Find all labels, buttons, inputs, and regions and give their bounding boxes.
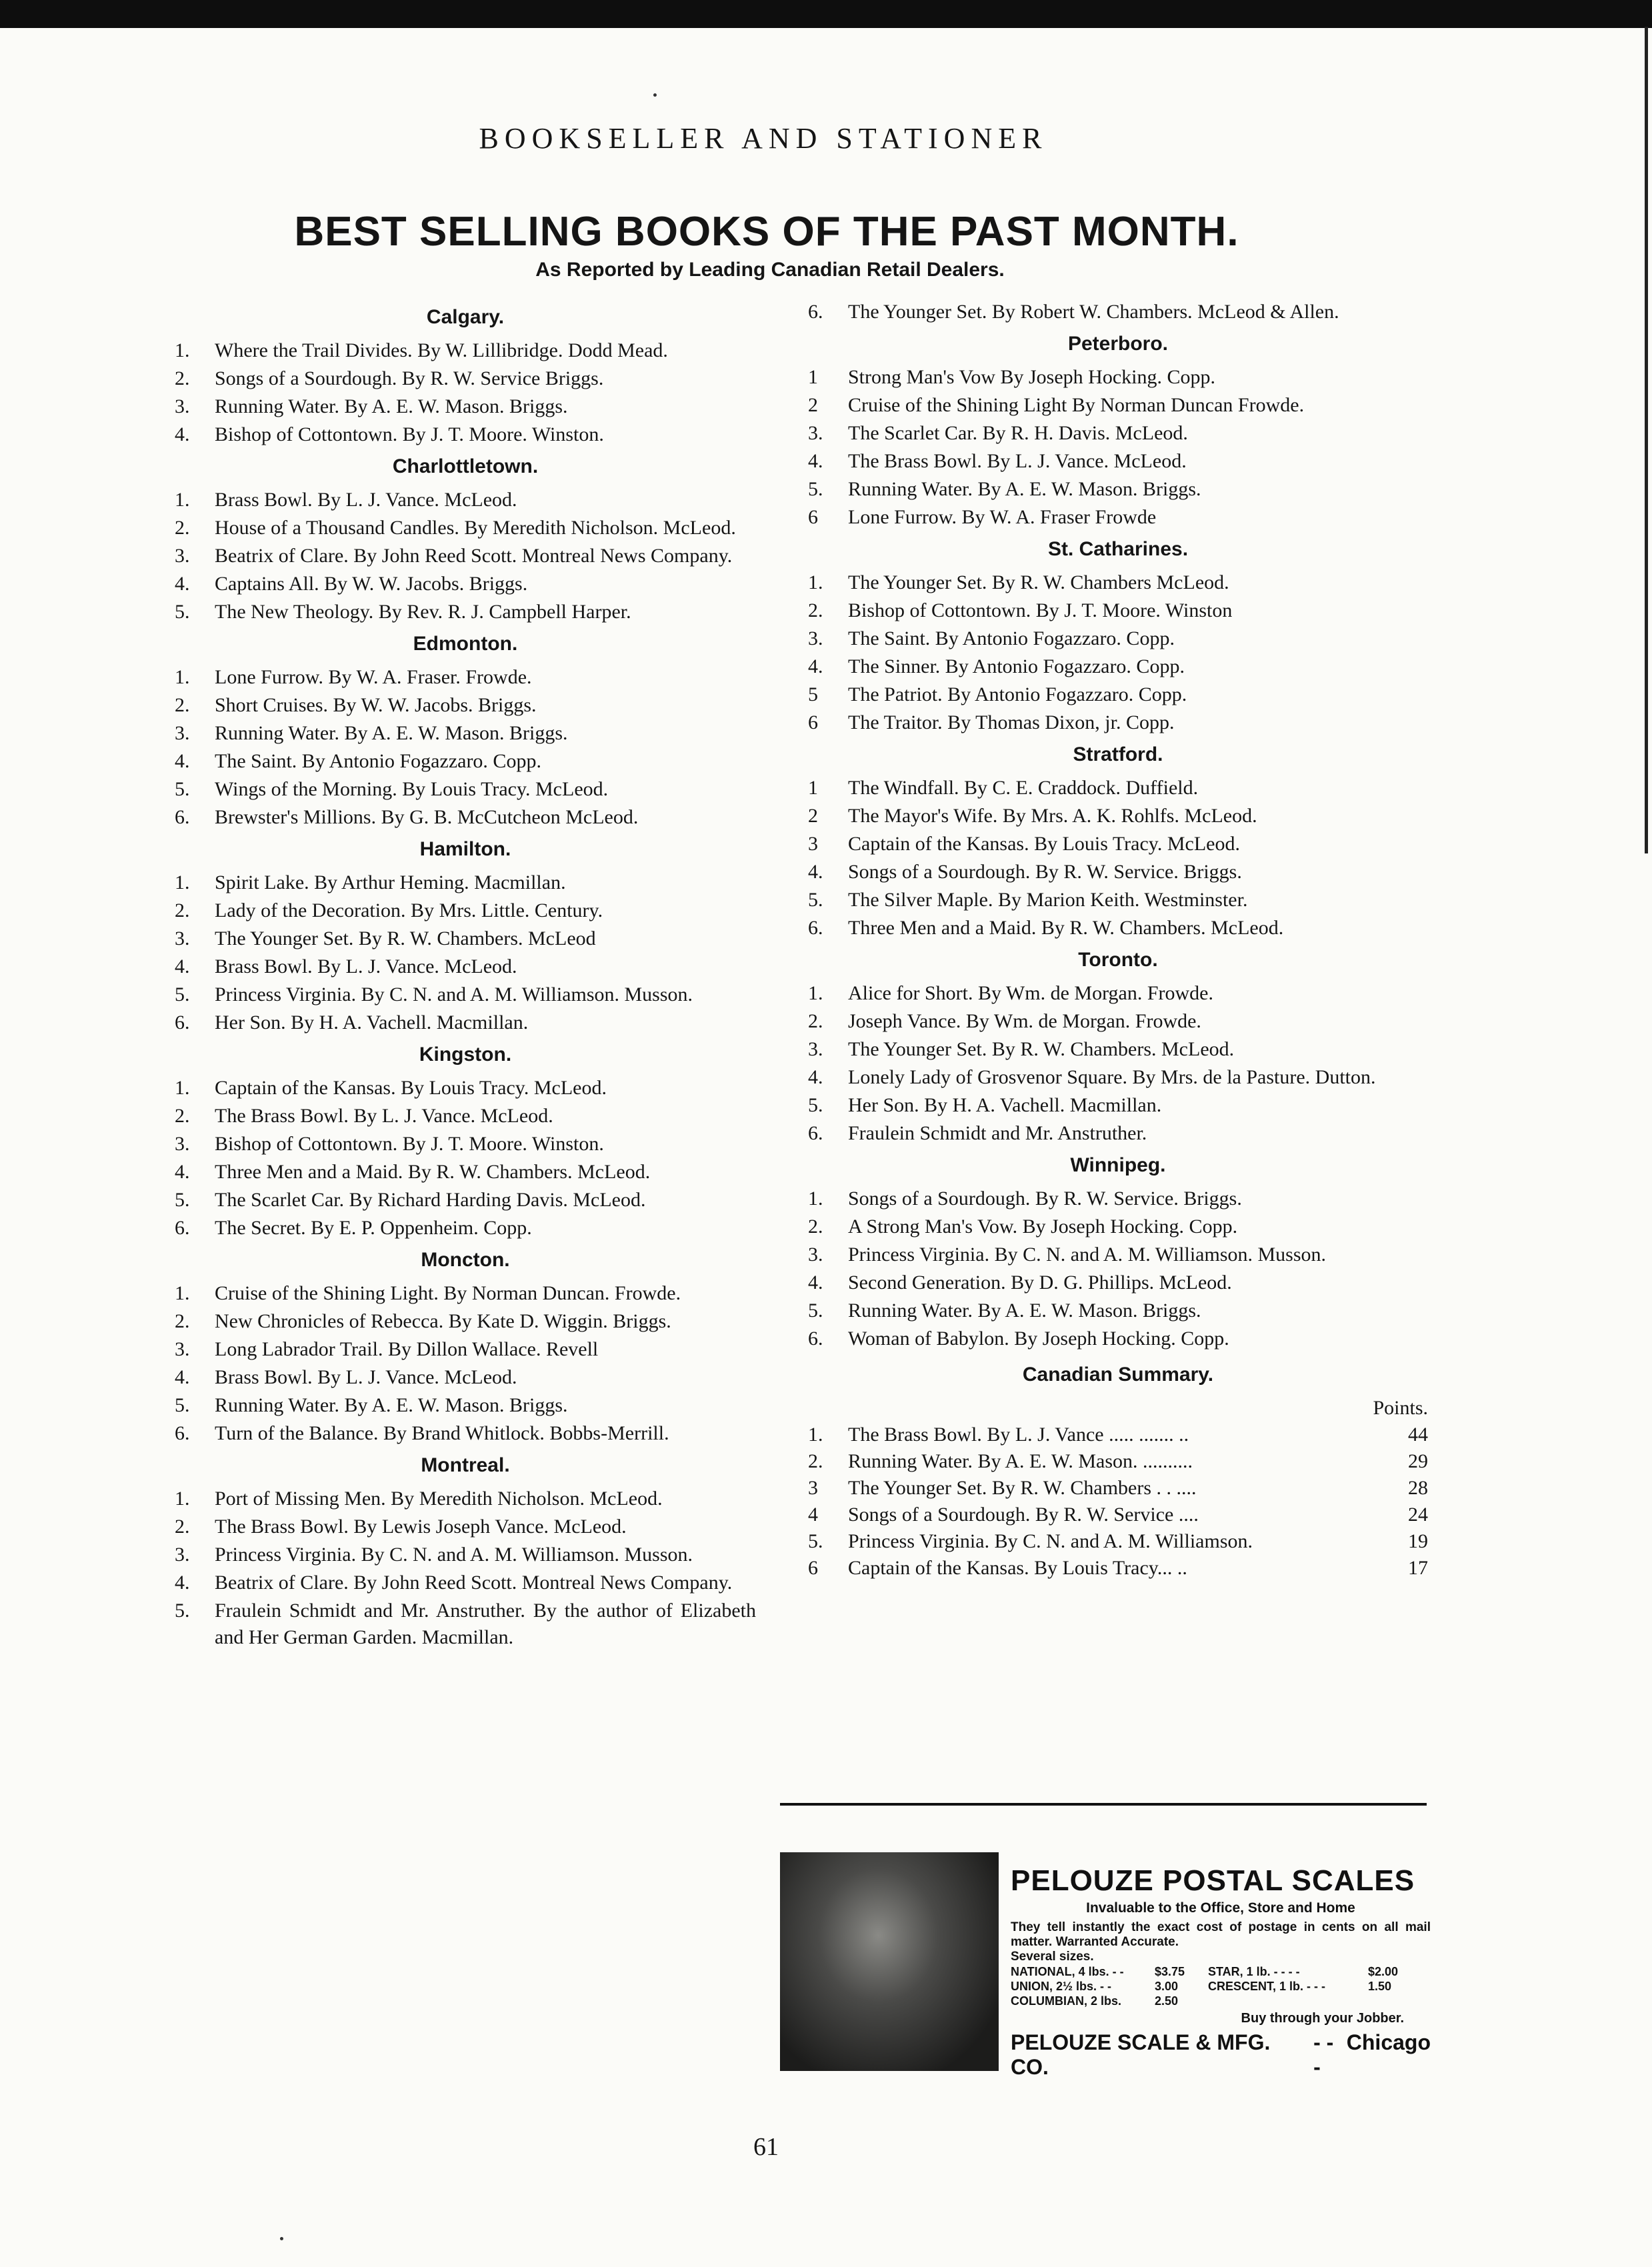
- summary-item: [808, 1528, 1428, 1555]
- list-item: [808, 915, 1428, 941]
- list-item: [175, 897, 756, 924]
- item-text: The Younger Set. By R. W. Chambers. McLeod: [215, 927, 596, 949]
- item-number: 4: [808, 1504, 818, 1526]
- city-heading: Winnipeg.: [1070, 1154, 1166, 1176]
- list-item: [808, 1214, 1428, 1240]
- city-section: [808, 331, 1428, 531]
- item-text: Fraulein Schmidt and Mr. Anstruther. By the author of Elizabeth and Her German Garden. Macmillan.: [215, 1600, 756, 1648]
- list-item: [175, 1336, 756, 1363]
- item-number: 2.: [808, 1216, 823, 1238]
- item-text: The Younger Set. By R. W. Chambers McLeod.: [848, 571, 1229, 593]
- summary-item: [808, 1555, 1428, 1582]
- list-item: [175, 981, 756, 1008]
- item-text: The Traitor. By Thomas Dixon, jr. Copp.: [848, 711, 1175, 733]
- ad-price-cell: STAR, 1 lb. - - - -: [1208, 1965, 1300, 1978]
- item-number: 1.: [808, 1188, 823, 1210]
- item-number: 4.: [808, 1066, 823, 1088]
- item-number: 3.: [175, 1133, 190, 1155]
- ad-sizes-title: Several sizes.: [1011, 1950, 1094, 1964]
- item-text: The Brass Bowl. By Lewis Joseph Vance. McLeod.: [215, 1516, 627, 1538]
- item-number: 4.: [808, 450, 823, 472]
- city-heading: Charlottletown.: [392, 455, 539, 477]
- print-speck: [280, 2237, 283, 2240]
- list-item: [808, 1298, 1428, 1324]
- city-heading: Kingston.: [419, 1043, 512, 1065]
- ad-price-cell: UNION, 2½ lbs. - -: [1011, 1980, 1112, 1993]
- item-number: 2.: [175, 1310, 190, 1332]
- item-number: 2.: [175, 1105, 190, 1127]
- item-number: 3.: [175, 1544, 190, 1566]
- list-item: [175, 1364, 756, 1391]
- list-item: [175, 776, 756, 803]
- item-text: Alice for Short. By Wm. de Morgan. Frowde.: [848, 982, 1213, 1004]
- item-text: New Chronicles of Rebecca. By Kate D. Wiggin. Briggs.: [215, 1310, 671, 1332]
- item-number: 1.: [175, 1282, 190, 1304]
- summary-item: [808, 1422, 1428, 1448]
- item-number: 6.: [808, 301, 823, 323]
- item-text: Princess Virginia. By C. N. and A. M. Williamson.: [848, 1530, 1253, 1552]
- item-text: Beatrix of Clare. By John Reed Scott. Montreal News Company.: [215, 1572, 733, 1594]
- city-section: [175, 1452, 756, 1651]
- item-text: Captains All. By W. W. Jacobs. Briggs.: [215, 573, 528, 595]
- item-text: Captain of the Kansas. By Louis Tracy... ..: [848, 1557, 1187, 1579]
- item-text: The Younger Set. By R. W. Chambers. McLeod.: [848, 1038, 1235, 1060]
- item-points: 28: [1408, 1477, 1428, 1499]
- ad-buy-line: Buy through your Jobber.: [1241, 2011, 1404, 2026]
- item-text: The Younger Set. By Robert W. Chambers. McLeod & Allen.: [848, 301, 1339, 323]
- list-item: [808, 299, 1428, 325]
- item-text: Woman of Babylon. By Joseph Hocking. Copp.: [848, 1328, 1229, 1350]
- item-number: 1.: [175, 339, 190, 361]
- list-item: [808, 1120, 1428, 1147]
- list-item: [175, 925, 756, 952]
- item-number: 5: [808, 683, 818, 705]
- item-text: The Younger Set. By R. W. Chambers . . ....: [848, 1477, 1197, 1499]
- item-number: 2.: [175, 1516, 190, 1538]
- ad-price-row: [1011, 1979, 1431, 1994]
- item-text: Songs of a Sourdough. By R. W. Service. Briggs.: [848, 1188, 1242, 1210]
- item-text: The Brass Bowl. By L. J. Vance. McLeod.: [215, 1105, 553, 1127]
- item-number: 2.: [808, 1010, 823, 1032]
- item-number: 6.: [808, 1328, 823, 1350]
- ad-company-name: PELOUZE SCALE & MFG. CO.: [1011, 2030, 1271, 2079]
- list-item: [175, 748, 756, 775]
- list-item: [175, 953, 756, 980]
- item-text: Princess Virginia. By C. N. and A. M. Williamson. Musson.: [215, 983, 693, 1005]
- list-item: [175, 869, 756, 896]
- item-text: Running Water. By A. E. W. Mason. Briggs.: [848, 1300, 1201, 1322]
- list-item: [808, 569, 1428, 596]
- list-item: [175, 804, 756, 831]
- list-item: [808, 1270, 1428, 1296]
- item-number: 2: [808, 394, 818, 416]
- list-item: [175, 365, 756, 392]
- running-head: BOOKSELLER AND STATIONER: [479, 122, 1048, 155]
- right-column: [808, 299, 1428, 1582]
- item-number: 5.: [808, 1530, 823, 1552]
- list-item: [808, 625, 1428, 652]
- item-text: The Scarlet Car. By Richard Harding Davis. McLeod.: [215, 1189, 646, 1211]
- list-item: [175, 599, 756, 625]
- item-number: 1.: [808, 982, 823, 1004]
- ad-company-line: [1011, 2030, 1431, 2080]
- item-number: 4.: [175, 750, 190, 772]
- item-number: 4.: [175, 955, 190, 977]
- item-number: 2.: [175, 517, 190, 539]
- ad-price-cell: $2.00: [1368, 1965, 1399, 1978]
- item-text: Cruise of the Shining Light By Norman Duncan Frowde.: [848, 394, 1305, 416]
- list-item: [175, 421, 756, 448]
- list-item: [175, 1308, 756, 1335]
- item-text: Cruise of the Shining Light. By Norman Duncan. Frowde.: [215, 1282, 681, 1304]
- list-item: [808, 364, 1428, 391]
- summary-item: [808, 1502, 1428, 1528]
- ad-price-cell: 1.50: [1368, 1980, 1392, 1993]
- item-text: Joseph Vance. By Wm. de Morgan. Frowde.: [848, 1010, 1201, 1032]
- item-text: Second Generation. By D. G. Phillips. McLeod.: [848, 1272, 1232, 1294]
- list-item: [808, 476, 1428, 503]
- city-heading: St. Catharines.: [1047, 538, 1189, 560]
- item-points: 24: [1408, 1504, 1428, 1526]
- item-number: 6.: [808, 917, 823, 939]
- item-number: 2.: [175, 367, 190, 389]
- right-edge-mark: [1645, 27, 1648, 853]
- item-number: 4.: [175, 1572, 190, 1594]
- item-text: Her Son. By H. A. Vachell. Macmillan.: [215, 1011, 529, 1033]
- item-text: Princess Virginia. By C. N. and A. M. Williamson. Musson.: [848, 1244, 1327, 1266]
- item-points: 17: [1408, 1557, 1428, 1579]
- list-item: [175, 1009, 756, 1036]
- item-number: 6.: [175, 1011, 190, 1033]
- city-section: [808, 947, 1428, 1147]
- item-number: 4.: [808, 861, 823, 883]
- city-heading: Toronto.: [1078, 949, 1158, 971]
- item-number: 5.: [808, 1300, 823, 1322]
- item-number: 3.: [808, 1244, 823, 1266]
- list-item: [808, 597, 1428, 624]
- item-text: Brass Bowl. By L. J. Vance. McLeod.: [215, 1366, 517, 1388]
- item-text: Lone Furrow. By W. A. Fraser. Frowde.: [215, 666, 532, 688]
- item-text: Lady of the Decoration. By Mrs. Little. Century.: [215, 899, 603, 921]
- item-text: The Sinner. By Antonio Fogazzaro. Copp.: [848, 655, 1185, 677]
- ad-price-cell: $3.75: [1155, 1965, 1185, 1978]
- item-text: Bishop of Cottontown. By J. T. Moore. Winston.: [215, 1133, 604, 1155]
- advertisement: [1011, 1864, 1431, 2080]
- city-section: [808, 741, 1428, 941]
- item-text: Fraulein Schmidt and Mr. Anstruther.: [848, 1122, 1147, 1144]
- city-heading: Peterboro.: [1067, 333, 1169, 355]
- item-text: Wings of the Morning. By Louis Tracy. McLeod.: [215, 778, 609, 800]
- list-item: [175, 1215, 756, 1242]
- item-text: Beatrix of Clare. By John Reed Scott. Montreal News Company.: [215, 545, 733, 567]
- points-label: Points.: [1373, 1397, 1428, 1419]
- list-item: [175, 487, 756, 513]
- item-number: 2.: [808, 599, 823, 621]
- item-number: 6.: [175, 1217, 190, 1239]
- item-number: 4.: [175, 423, 190, 445]
- item-number: 1.: [808, 1424, 823, 1446]
- item-number: 1.: [175, 871, 190, 893]
- list-item: [175, 543, 756, 569]
- item-number: 6: [808, 711, 818, 733]
- item-number: 3.: [175, 927, 190, 949]
- item-number: 2.: [808, 1450, 823, 1472]
- list-item: [808, 803, 1428, 829]
- item-number: 5.: [808, 889, 823, 911]
- item-text: Bishop of Cottontown. By J. T. Moore. Winston: [848, 599, 1233, 621]
- item-text: Port of Missing Men. By Meredith Nicholson. McLeod.: [215, 1488, 663, 1510]
- item-number: 5.: [175, 1600, 190, 1622]
- list-item: [175, 692, 756, 719]
- item-text: Brass Bowl. By L. J. Vance. McLeod.: [215, 489, 517, 511]
- list-item: [808, 709, 1428, 736]
- list-item: [175, 1131, 756, 1158]
- item-text: Where the Trail Divides. By W. Lillibridge. Dodd Mead.: [215, 339, 668, 361]
- item-text: Three Men and a Maid. By R. W. Chambers. McLeod.: [848, 917, 1284, 939]
- item-text: Bishop of Cottontown. By J. T. Moore. Winston.: [215, 423, 604, 445]
- city-section: [808, 536, 1428, 736]
- list-item: [808, 1008, 1428, 1035]
- right-city-sections: [808, 299, 1428, 1352]
- item-text: The Saint. By Antonio Fogazzaro. Copp.: [848, 627, 1175, 649]
- list-item: [808, 1092, 1428, 1119]
- city-section: [175, 453, 756, 625]
- list-item: [808, 887, 1428, 913]
- item-text: The Secret. By E. P. Oppenheim. Copp.: [215, 1217, 532, 1239]
- item-number: 6: [808, 1557, 818, 1579]
- city-heading: Moncton.: [421, 1249, 510, 1271]
- item-text: Captain of the Kansas. By Louis Tracy. McLeod.: [215, 1077, 607, 1099]
- item-text: Three Men and a Maid. By R. W. Chambers. McLeod.: [215, 1161, 651, 1183]
- item-number: 6.: [175, 1422, 190, 1444]
- list-item: [808, 1326, 1428, 1352]
- list-item: [175, 515, 756, 541]
- city-section: [175, 304, 756, 448]
- ad-city: Chicago: [1346, 2030, 1431, 2054]
- item-number: 5.: [175, 778, 190, 800]
- item-number: 3.: [808, 627, 823, 649]
- list-item: [808, 831, 1428, 857]
- item-number: 2.: [175, 694, 190, 716]
- page-subtitle: As Reported by Leading Canadian Retail Dealers.: [535, 259, 1005, 281]
- item-text: The Brass Bowl. By L. J. Vance ..... ....... ..: [848, 1424, 1189, 1446]
- city-section: [175, 1041, 756, 1242]
- list-item: [808, 775, 1428, 801]
- item-text: Brewster's Millions. By G. B. McCutcheon McLeod.: [215, 806, 639, 828]
- list-item: [175, 1159, 756, 1186]
- ad-price-cell: CRESCENT, 1 lb. - - -: [1208, 1980, 1326, 1993]
- list-item: [808, 980, 1428, 1007]
- item-number: 5.: [808, 478, 823, 500]
- item-text: Running Water. By A. E. W. Mason. ..........: [848, 1450, 1193, 1472]
- list-item: [175, 1542, 756, 1568]
- item-number: 4.: [175, 1366, 190, 1388]
- ad-price-cell: 3.00: [1155, 1980, 1179, 1993]
- ad-title: PELOUZE POSTAL SCALES: [1011, 1864, 1415, 1897]
- item-number: 5.: [175, 1394, 190, 1416]
- item-number: 3.: [175, 722, 190, 744]
- ad-price-cell: 2.50: [1155, 1994, 1179, 2008]
- list-item: [175, 664, 756, 691]
- list-item: [175, 1280, 756, 1307]
- item-text: Spirit Lake. By Arthur Heming. Macmillan.: [215, 871, 566, 893]
- item-text: Her Son. By H. A. Vachell. Macmillan.: [848, 1094, 1162, 1116]
- item-text: The Brass Bowl. By L. J. Vance. McLeod.: [848, 450, 1187, 472]
- top-border-bar: [0, 0, 1652, 28]
- city-heading: Calgary.: [426, 306, 505, 328]
- item-text: The Saint. By Antonio Fogazzaro. Copp.: [215, 750, 541, 772]
- summary-item: [808, 1475, 1428, 1502]
- list-item: [808, 504, 1428, 531]
- item-number: 3.: [808, 422, 823, 444]
- item-text: The Patriot. By Antonio Fogazzaro. Copp.: [848, 683, 1187, 705]
- list-item: [175, 1598, 756, 1651]
- list-item: [808, 392, 1428, 419]
- item-text: The Windfall. By C. E. Craddock. Duffield.: [848, 777, 1199, 799]
- item-number: 3.: [175, 545, 190, 567]
- page-number: 61: [753, 2133, 779, 2161]
- item-text: Running Water. By A. E. W. Mason. Briggs.: [215, 722, 568, 744]
- item-number: 4.: [175, 573, 190, 595]
- item-number: 6.: [808, 1122, 823, 1144]
- item-number: 1.: [175, 666, 190, 688]
- ad-tagline: Invaluable to the Office, Store and Home: [1086, 1900, 1355, 1916]
- summary-item: [808, 1448, 1428, 1475]
- item-text: The New Theology. By Rev. R. J. Campbell Harper.: [215, 601, 631, 623]
- item-text: The Mayor's Wife. By Mrs. A. K. Rohlfs. McLeod.: [848, 805, 1257, 827]
- advertisement-rule: [780, 1803, 1427, 1806]
- item-number: 1: [808, 777, 818, 799]
- item-number: 1.: [175, 1077, 190, 1099]
- ad-price-cell: COLUMBIAN, 2 lbs.: [1011, 1994, 1122, 2008]
- item-number: 3.: [175, 395, 190, 417]
- ad-price-row: [1011, 1964, 1431, 1979]
- item-text: Running Water. By A. E. W. Mason. Briggs.: [215, 1394, 568, 1416]
- list-item: [175, 1187, 756, 1214]
- item-number: 4.: [808, 1272, 823, 1294]
- item-number: 3: [808, 1477, 818, 1499]
- ad-price-list: [1011, 1964, 1431, 2008]
- city-section: [175, 836, 756, 1036]
- item-text: Turn of the Balance. By Brand Whitlock. Bobbs-Merrill.: [215, 1422, 669, 1444]
- summary-title: Canadian Summary.: [1022, 1364, 1214, 1386]
- left-column: [175, 299, 756, 1652]
- city-section: [175, 631, 756, 831]
- item-text: Strong Man's Vow By Joseph Hocking. Copp.: [848, 366, 1216, 388]
- item-number: 6.: [175, 806, 190, 828]
- list-item: [808, 1186, 1428, 1212]
- item-number: 6: [808, 506, 818, 528]
- item-text: Songs of a Sourdough. By R. W. Service. Briggs.: [848, 861, 1242, 883]
- city-heading: Edmonton.: [413, 633, 518, 655]
- item-number: 3.: [808, 1038, 823, 1060]
- list-item: [175, 393, 756, 420]
- list-item: [175, 1486, 756, 1512]
- item-text: Running Water. By A. E. W. Mason. Briggs.: [848, 478, 1201, 500]
- item-text: The Silver Maple. By Marion Keith. Westminster.: [848, 889, 1248, 911]
- item-points: 29: [1408, 1450, 1428, 1472]
- print-speck: [653, 93, 657, 97]
- list-item: [175, 1103, 756, 1129]
- list-item: [175, 720, 756, 747]
- item-number: 3.: [175, 1338, 190, 1360]
- list-item: [175, 571, 756, 597]
- item-points: 19: [1408, 1530, 1428, 1552]
- ad-price-cell: NATIONAL, 4 lbs. - -: [1011, 1965, 1124, 1978]
- item-number: 1: [808, 366, 818, 388]
- item-points: 44: [1408, 1424, 1428, 1446]
- city-section: [808, 299, 1428, 325]
- item-text: Captain of the Kansas. By Louis Tracy. McLeod.: [848, 833, 1240, 855]
- list-item: [808, 1036, 1428, 1063]
- item-text: Princess Virginia. By C. N. and A. M. Williamson. Musson.: [215, 1544, 693, 1566]
- item-number: 1.: [175, 1488, 190, 1510]
- ad-dashes: - - -: [1313, 2030, 1334, 2079]
- city-heading: Montreal.: [421, 1454, 510, 1476]
- list-item: [808, 1242, 1428, 1268]
- list-item: [175, 1420, 756, 1447]
- item-number: 5.: [175, 983, 190, 1005]
- item-text: Brass Bowl. By L. J. Vance. McLeod.: [215, 955, 517, 977]
- ad-price-row: [1011, 1994, 1431, 2008]
- item-number: 4.: [808, 655, 823, 677]
- summary-list: [808, 1422, 1428, 1582]
- list-item: [808, 1064, 1428, 1091]
- city-heading: Hamilton.: [419, 838, 511, 860]
- item-number: 2: [808, 805, 818, 827]
- page-title: BEST SELLING BOOKS OF THE PAST MONTH.: [294, 209, 1239, 255]
- list-item: [808, 653, 1428, 680]
- item-text: Long Labrador Trail. By Dillon Wallace. Revell: [215, 1338, 599, 1360]
- list-item: [808, 681, 1428, 708]
- list-item: [175, 1075, 756, 1101]
- list-item: [175, 1392, 756, 1419]
- ad-description: They tell instantly the exact cost of postage in cents on all mail matter. Warranted Accurate.: [1011, 1920, 1431, 1949]
- item-text: Short Cruises. By W. W. Jacobs. Briggs.: [215, 694, 537, 716]
- city-heading: Stratford.: [1073, 743, 1163, 765]
- item-text: House of a Thousand Candles. By Meredith Nicholson. McLeod.: [215, 517, 736, 539]
- item-text: Lone Furrow. By W. A. Fraser Frowde: [848, 506, 1157, 528]
- item-number: 4.: [175, 1161, 190, 1183]
- item-text: The Scarlet Car. By R. H. Davis. McLeod.: [848, 422, 1188, 444]
- ad-price-cell: [1208, 1994, 1368, 2008]
- item-number: 1.: [175, 489, 190, 511]
- list-item: [808, 859, 1428, 885]
- city-section: [808, 1152, 1428, 1352]
- canadian-summary: [808, 1362, 1428, 1582]
- city-section: [175, 1247, 756, 1447]
- item-text: A Strong Man's Vow. By Joseph Hocking. Copp.: [848, 1216, 1238, 1238]
- list-item: [175, 1570, 756, 1596]
- list-item: [808, 448, 1428, 475]
- item-number: 1.: [808, 571, 823, 593]
- list-item: [808, 420, 1428, 447]
- item-number: 2.: [175, 899, 190, 921]
- list-item: [175, 337, 756, 364]
- advertisement-photo: [780, 1852, 999, 2071]
- item-text: Running Water. By A. E. W. Mason. Briggs.: [215, 395, 568, 417]
- item-number: 5.: [808, 1094, 823, 1116]
- item-number: 3: [808, 833, 818, 855]
- item-number: 5.: [175, 601, 190, 623]
- item-text: Songs of a Sourdough. By R. W. Service ....: [848, 1504, 1199, 1526]
- item-text: Lonely Lady of Grosvenor Square. By Mrs. de la Pasture. Dutton.: [848, 1066, 1376, 1088]
- list-item: [175, 1514, 756, 1540]
- item-number: 5.: [175, 1189, 190, 1211]
- item-text: Songs of a Sourdough. By R. W. Service Briggs.: [215, 367, 604, 389]
